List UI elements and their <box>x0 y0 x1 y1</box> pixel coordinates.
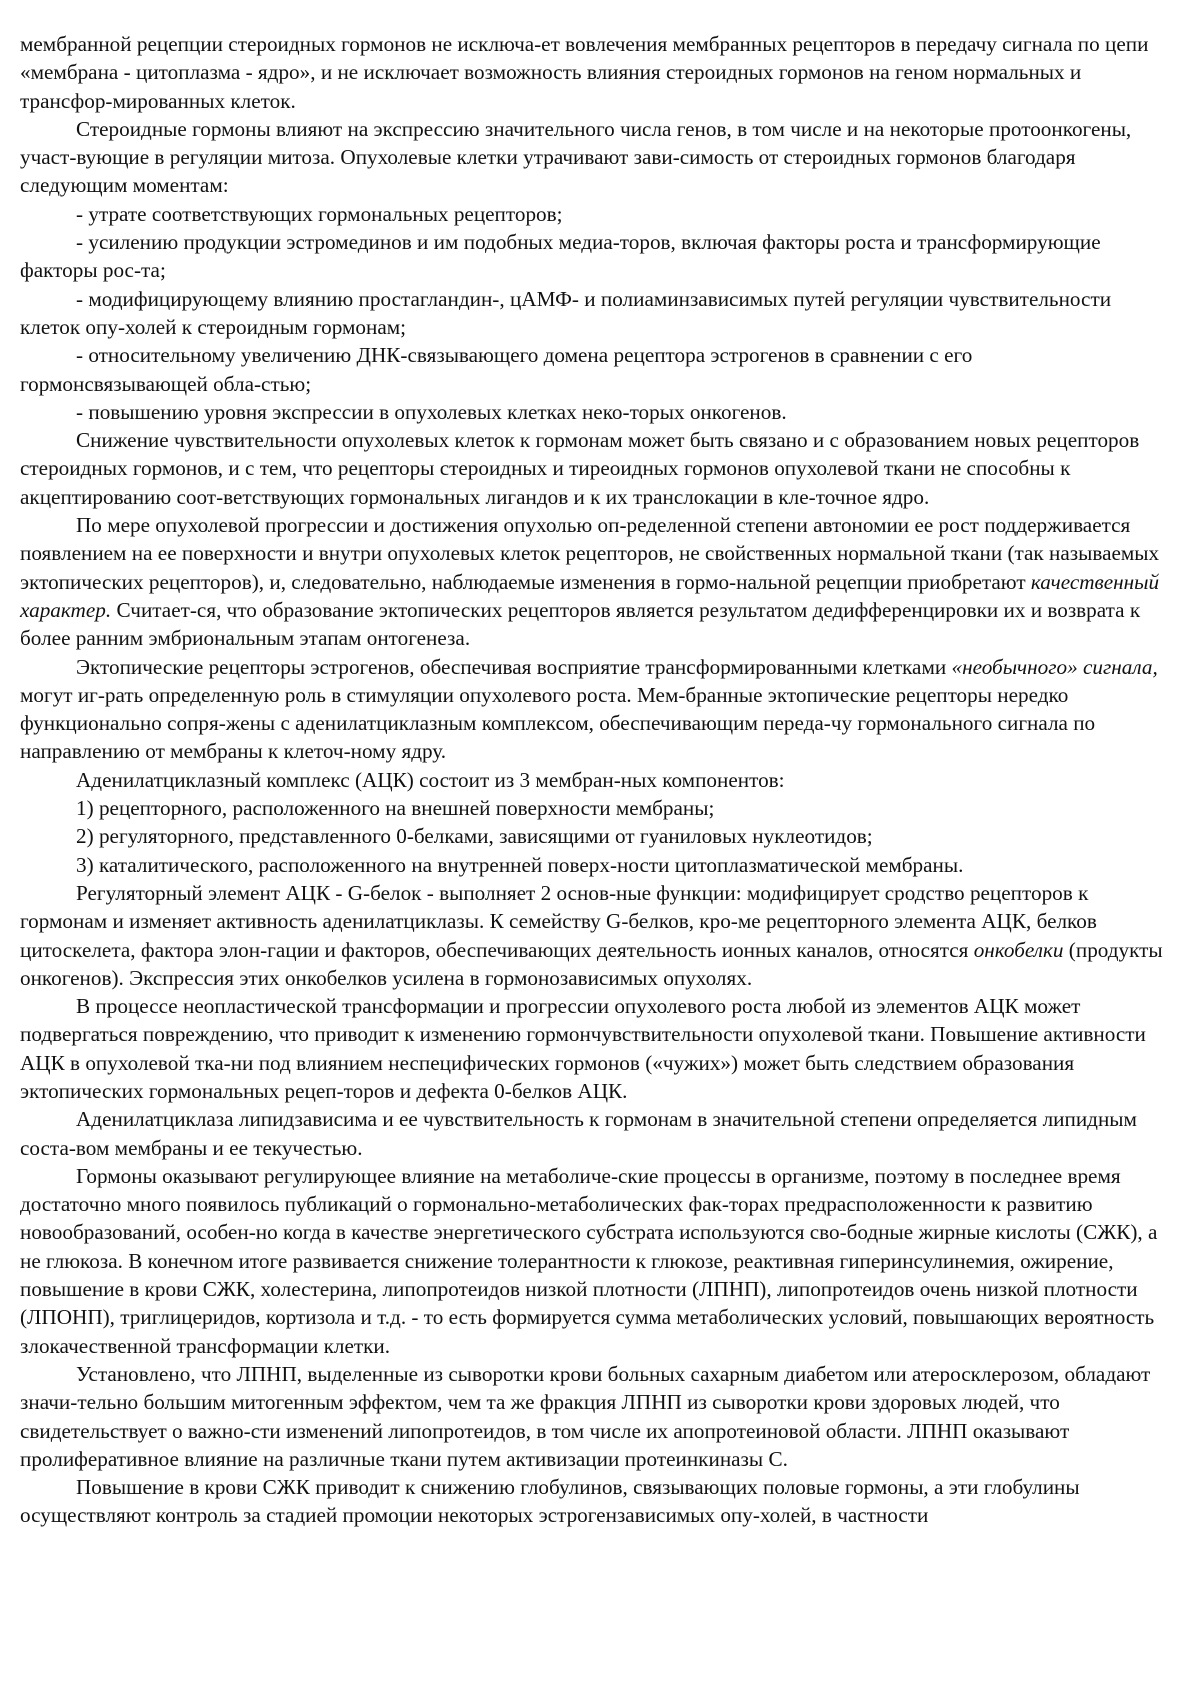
emphasis-text: онкобелки <box>973 937 1064 962</box>
list-item-4: - относительному увеличению ДНК-связывающего домена рецептора эстрогенов в сравнении с его гормонсвязывающей обла-стью; <box>20 343 973 396</box>
paragraph-lipid-dependence: Аденилатциклаза липидзависима и ее чувствительность к гормонам в значительной степени определяется липидным соста-вом мембраны и ее текучестью. <box>20 1107 1137 1160</box>
list-item-2: - усилению продукции эстромединов и им подобных медиа-торов, включая факторы роста и трансформирующие факторы рос-та; <box>20 230 1101 283</box>
paragraph-ffa-globulins: Повышение в крови СЖК приводит к снижению глобулинов, связывающих половые гормоны, а эти глобулины осуществляют контроль за стадией промоции некоторых эстрогензависимых опу-холей, в частности <box>20 1475 1080 1528</box>
numbered-item-1: 1) рецепторного, расположенного на внешней поверхности мембраны; <box>76 796 715 821</box>
numbered-item-2: 2) регуляторного, представленного 0-белками, зависящими от гуаниловых нуклеотидов; <box>76 824 873 849</box>
paragraph-text: могут иг-рать определенную роль в стимуляции опухолевого роста. Мем-бранные эктопические рецепторы нередко функционально сопря-жены с аденилатциклазным комплексом, обеспечивающим переда-чу гормонального сигнала по направлению от мембраны к клеточ-ному ядру. <box>20 682 1096 764</box>
paragraph-metabolic-factors: Гормоны оказывают регулирующее влияние на метаболиче-ские процессы в организме, поэтому в последнее время достаточно много появилось публикаций о гормонально-метаболических фак-торах предрасположенности к развитию новообразований, особен-но когда в качестве энергетического субстрата используются сво-бодные жирные кислоты (СЖК), а не глюкоза. В конечном итоге развивается снижение толерантности к глюкозе, реактивная гиперинсулинемия, ожирение, повышение в крови СЖК, холестерина, липопротеидов низкой плотности (ЛПНП), липопротеидов очень низкой плотности (ЛПОНП), триглицеридов, кортизола и т.д. - то есть формируется сумма метаболических условий, повышающих вероятность злокачественной трансформации клетки. <box>20 1163 1158 1358</box>
list-item-5: - повышению уровня экспрессии в опухолевых клетках неко-торых онкогенов. <box>76 399 787 424</box>
list-item-3: - модифицирующему влиянию простагландин-, цАМФ- и полиаминзависимых путей регуляции чувствительности клеток опу-холей к стероидным гормонам; <box>20 286 1112 339</box>
paragraph-neoplastic-transformation: В процессе неопластической трансформации и прогрессии опухолевого роста любой из элементов АЦК может подвергаться повреждению, что приводит к изменению гормончувствительности опухолевой ткани. Повышение активности АЦК в опухолевой тка-ни под влиянием неспецифических гормонов («чужих») может быть следствием образования эктопических гормональных рецеп-торов и дефекта 0-белков АЦК. <box>20 994 1146 1103</box>
paragraph-text: Регуляторный элемент АЦК - G-белок - выполняет 2 основ-ные функции: модифицирует сродство рецепторов к гормонам и изменяет активность аденилатциклазы. К семейству G-белков, кро-ме рецепторного элемента АЦК, белков цитоскелета, фактора элон-гации и факторов, обеспечивающих деятельность ионных каналов, относятся <box>20 880 1097 962</box>
emphasis-text: «необычного» сигнала, <box>951 654 1158 679</box>
paragraph-text: Считает-ся, что образование эктопических рецепторов является результатом дедифференцировки их и возврата к более ранним эмбриональным этапам онтогенеза. <box>20 597 1141 651</box>
list-item-1: - утрате соответствующих гормональных рецепторов; <box>76 201 563 226</box>
paragraph-steroid-hormones: Стероидные гормоны влияют на экспрессию значительного числа генов, в том числе и на некоторые протоонкогены, участ-вующие в регуляции митоза. Опухолевые клетки утрачивают зави-симость от стероидных гормонов благодаря следующим моментам: <box>20 116 1132 198</box>
paragraph-g-protein <box>20 879 1164 992</box>
paragraph-adenylate-cyclase-complex: Аденилатциклазный комплекс (АЦК) состоит из 3 мембран-ных компонентов: <box>76 767 785 792</box>
paragraph-sensitivity-decrease: Снижение чувствительности опухолевых клеток к гормонам может быть связано и с образованием новых рецепторов стероидных гормонов, и с тем, что рецепторы стероидных и тиреоидных гормонов опухолевой ткани не способны к акцептированию соот-ветствующих гормональных лигандов и к их транслокации в кле-точное ядро. <box>20 428 1140 509</box>
numbered-item-3: 3) каталитического, расположенного на внутренней поверх-ности цитоплазматической мембраны. <box>76 852 964 877</box>
paragraph-continuation: мембранной рецепции стероидных гормонов не исключа-ет вовлечения мембранных рецепторов в передачу сигнала по цепи «мембрана - цитоплазма - ядро», и не исключает возможность влияния стероидных гормонов на геном нормальных и трансфор-мированных клеток. <box>20 32 1149 113</box>
paragraph-ectopic-receptors <box>20 653 1164 766</box>
paragraph-text: Эктопические рецепторы эстрогенов, обеспечивая восприятие трансформированными клетками <box>76 654 952 679</box>
paragraph-text: По мере опухолевой прогрессии и достижения опухолью оп-ределенной степени автономии ее рост поддерживается появлением на ее поверхности и внутри опухолевых клеток рецепторов, не свойственных нормальной ткани (так называемых эктопических рецепторов), и, следовательно, наблюдаемые изменения в гормо-нальной рецепции приобретают <box>20 513 1160 594</box>
emphasis-text: качественный характер. <box>20 569 1160 622</box>
paragraph-ldl-mitogenic: Установлено, что ЛПНП, выделенные из сыворотки крови больных сахарным диабетом или атеросклерозом, обладают значи-тельно большим митогенным эффектом, чем та же фракция ЛПНП из сыворотки крови здоровых людей, что свидетельствует о важно-сти изменений липопротеидов, в том числе их апопротеиновой области. ЛПНП оказывают пролиферативное влияние на различные ткани путем активизации протеинкиназы С. <box>20 1361 1151 1471</box>
paragraph-tumor-progression <box>20 511 1164 652</box>
paragraph-text: (продукты онкогенов). Экспрессия этих онкобелков усилена в гормонозависимых опухолях. <box>20 937 1163 990</box>
